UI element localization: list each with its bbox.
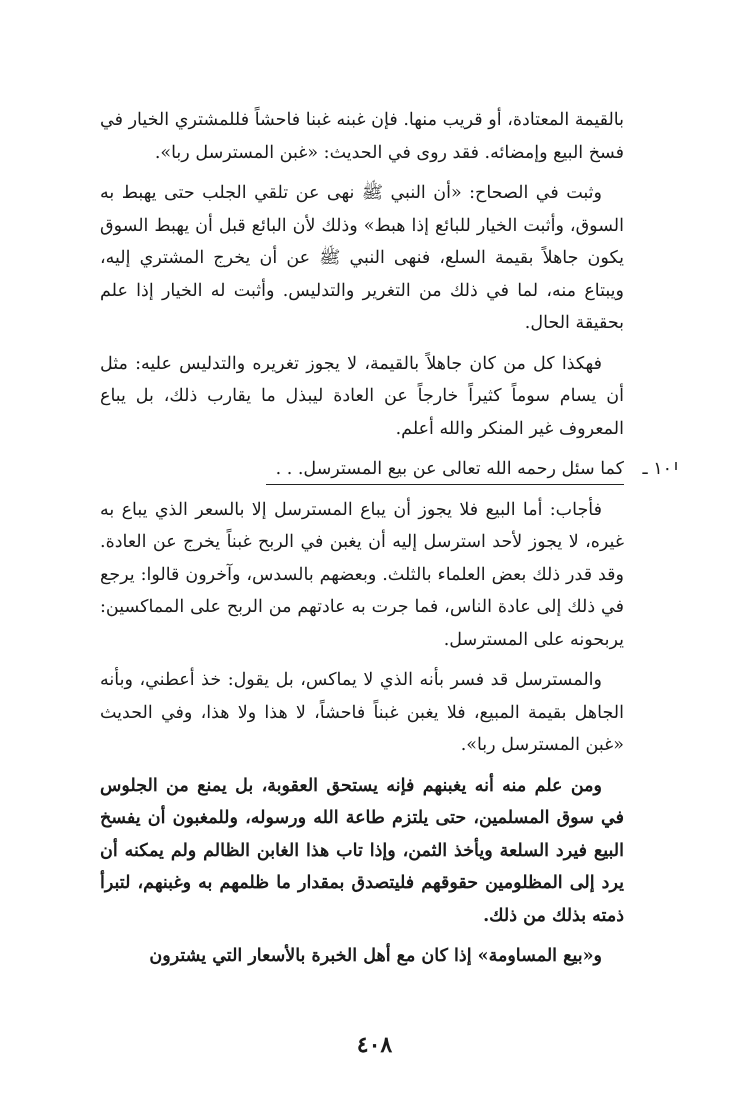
question-number: ١٠ ـ	[642, 459, 672, 479]
paragraph-2: وثبت في الصحاح: «أن النبي ﷺ نهى عن تلقي الجلب حتى يهبط به السوق، وأثبت الخيار للبائع إذا هبط» وذلك لأن البائع قبل أن يهبط السوق يكون جاهلاً بقيمة السلع، فنهى النبي ﷺ عن أن يخرج المشتري إليه، ويبتاع منه، لما في ذلك من التغرير والتدليس. وأثبت له الخيار إذا علم بحقيقة الحال.	[100, 183, 624, 333]
page-number: ٤٠٨	[356, 1032, 393, 1058]
main-text	[100, 104, 672, 981]
paragraph-7: و«بيع المساومة» إذا كان مع أهل الخبرة بالأسعار التي يشترون	[149, 946, 602, 966]
paragraph-6: ومن علم منه أنه يغبنهم فإنه يستحق العقوبة، بل يمنع من الجلوس في سوق المسلمين، حتى يلتزم طاعة الله ورسوله، وللمغبون أن يفسخ البيع فيرد السلعة ويأخذ الثمن، وإذا تاب هذا الغابن الظالم ولم يمكنه أن يرد إلى المظلومين حقوقهم فليتصدق بمقدار ما ظلمهم به وغبنهم، لتبرأ ذمته بذلك من ذلك.	[100, 775, 624, 926]
question-heading	[100, 453, 672, 492]
paragraph-4: فأجاب: أما البيع فلا يجوز أن يباع المسترسل إلا بالسعر الذي يباع به غيره، لا يجوز لأحد استرسل إليه أن يغبن في الربح غبناً يخرج عن العادة. وقد قدر ذلك بعض العلماء بالثلث. وبعضهم بالسدس، وآخرون قالوا: يرجع في ذلك إلى عادة الناس، فما جرت به عادتهم من الربح على المماكسين: يربحونه على المسترسل.	[100, 499, 624, 650]
paragraph-1: بالقيمة المعتادة، أو قريب منها. فإن غبنه غبنا فاحشاً فللمشتري الخيار في فسخ البيع وإمضائه. فقد روى في الحديث: «غبن المسترسل ربا».	[100, 110, 624, 163]
paragraph-5: والمسترسل قد فسر بأنه الذي لا يماكس، بل يقول: خذ أعطني، وبأنه الجاهل بقيمة المبيع، فلا يغبن غبناً فاحشاً، لا هذا ولا هذا، وفي الحديث «غبن المسترسل ربا».	[100, 670, 624, 755]
margin-mark	[675, 462, 677, 470]
paragraph-3: فهكذا كل من كان جاهلاً بالقيمة، لا يجوز تغريره والتدليس عليه: مثل أن يسام سوماً كثيراً خارجاً عن العادة ليبذل ما يقارب ذلك، بل يباع المعروف غير المنكر والله أعلم.	[100, 353, 624, 439]
question-title: كما سئل رحمه الله تعالى عن بيع المسترسل. . .	[266, 454, 624, 485]
